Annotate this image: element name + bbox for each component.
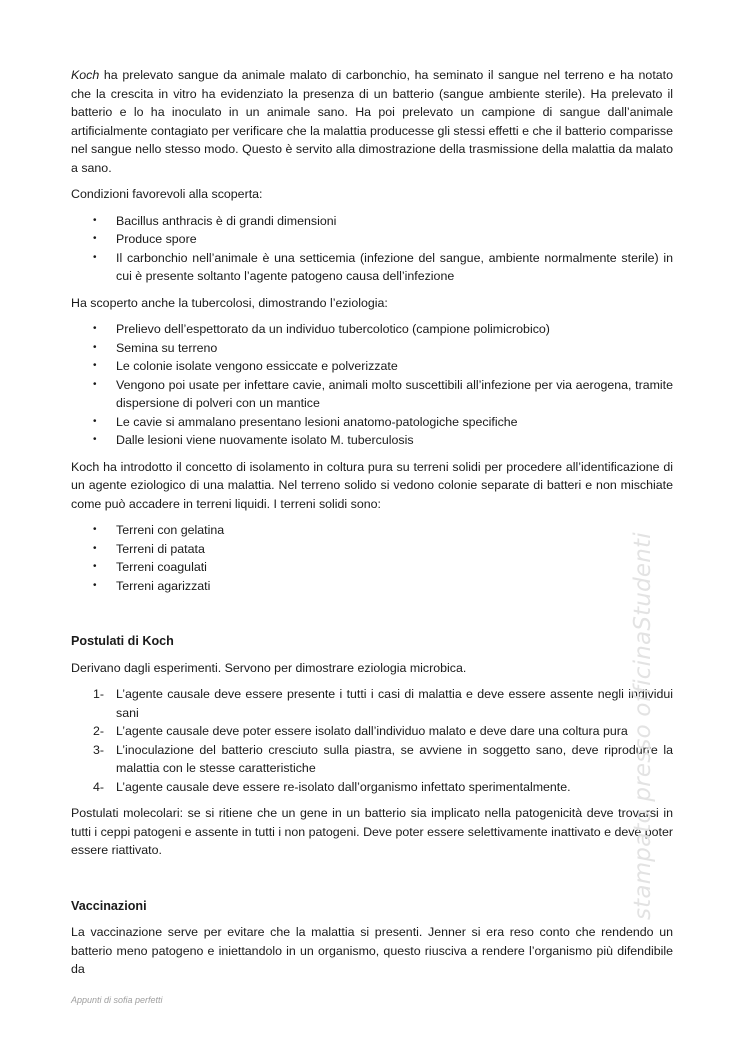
- bullet-icon: •: [93, 323, 97, 334]
- solid-media-list: [71, 521, 673, 595]
- list-number: 2-: [93, 724, 105, 738]
- bullet-icon: •: [93, 251, 97, 263]
- watermark: [630, 532, 662, 920]
- list-item: • Dalle lesioni viene nuovamente isolato M. tuberculosis: [71, 431, 673, 450]
- intro-text: ha prelevato sangue da animale malato di carbonchio, ha seminato il sangue nel terreno e ha notato che la crescita in vitro ha evidenziato la presenza di un batterio (sangue ambiente sterile). Ha prelevato il batterio e lo ha inoculato in un animale sano. Ha poi prelevato un campione di sangue dall’animale artificialmente contagiato per verificare che la malattia producesse gli stessi effetti e che il batterio comparisse nel sangue nello stesso modo. Questo è servito alla dimostrazione della trasmissione della malattia da malato a sano.: [71, 68, 673, 175]
- intro-lead-word: Koch: [71, 68, 100, 82]
- list-item: • Terreni agarizzati: [71, 577, 673, 596]
- conditions-title: Condizioni favorevoli alla scoperta:: [71, 187, 263, 201]
- list-item: • Terreni coagulati: [71, 558, 673, 577]
- bullet-icon: •: [93, 415, 97, 427]
- bullet-icon: •: [93, 561, 97, 572]
- list-item: 2- L’agente causale deve poter essere isolato dall’individuo malato e deve dare una coltura pura: [71, 722, 673, 741]
- list-item: • Bacillus anthracis è di grandi dimensioni: [71, 212, 673, 231]
- postulates-intro: Derivano dagli esperimenti. Servono per dimostrare eziologia microbica.: [71, 660, 467, 675]
- bullet-icon: •: [93, 378, 97, 390]
- bullet-icon: •: [93, 233, 97, 244]
- bullet-icon: •: [93, 542, 97, 554]
- bullet-icon: •: [93, 214, 97, 226]
- vaccinations-heading: Vaccinazioni: [71, 898, 147, 913]
- list-item: • Le cavie si ammalano presentano lesioni anatomo-patologiche specifiche: [71, 413, 673, 432]
- bullet-icon: •: [93, 341, 97, 353]
- list-number: 4-: [93, 779, 105, 794]
- list-item: • Vengono poi usate per infettare cavie, animali molto suscettibili all’infezione per via aerogena, tramite dispersione di polveri con un mantice: [93, 377, 673, 410]
- intro-paragraph: [71, 66, 673, 177]
- list-item: • Prelievo dell’espettorato da un individuo tubercolotico (campione polimicrobico): [71, 320, 673, 339]
- list-number: 3-: [93, 742, 105, 757]
- list-item: 3- L’inoculazione del batterio cresciuto sulla piastra, se avviene in soggetto sano, deve riprodurre la malattia con le stesse caratteristiche: [93, 742, 673, 775]
- list-item: • Semina su terreno: [71, 339, 673, 358]
- conditions-list: [71, 212, 673, 286]
- bullet-icon: •: [93, 524, 97, 535]
- list-item: • Terreni con gelatina: [71, 521, 673, 540]
- molecular-postulates: Postulati molecolari: se si ritiene che un gene in un batterio sia implicato nella patogenicità deve trovarsi in tutti i ceppi patogeni e assente in tutti i non patogeni. Deve poter essere selettivamente inattivato e deve poter essere riattivato.: [71, 806, 674, 857]
- postulates-list: [71, 685, 673, 796]
- list-item: • Produce spore: [71, 230, 673, 249]
- vaccinations-paragraph: La vaccinazione serve per evitare che la malattia si presenti. Jenner si era reso conto che rendendo un batterio meno patogeno e iniettandolo in un organismo, questo riusciva a rendere l’organismo più difendibile da: [71, 925, 673, 976]
- list-item: • Terreni di patata: [71, 540, 673, 559]
- bullet-icon: •: [93, 360, 97, 371]
- tuberculosis-list: [71, 320, 673, 450]
- section-spacer: [71, 603, 673, 632]
- list-item: • Le colonie isolate vengono essiccate e polverizzate: [71, 357, 673, 376]
- bullet-icon: •: [93, 579, 97, 591]
- section-spacer: [71, 868, 673, 897]
- list-number: 1-: [93, 687, 105, 701]
- page-footer: Appunti di sofia perfetti: [71, 995, 163, 1005]
- list-item: 1- L’agente causale deve essere presente i tutti i casi di malattia e deve essere assente negli individui sani: [93, 687, 673, 720]
- list-item: 4- L’agente causale deve essere re-isolato dall’organismo infettato sperimentalmente.: [71, 778, 673, 797]
- tuberculosis-title: Ha scoperto anche la tubercolosi, dimostrando l’eziologia:: [71, 295, 388, 310]
- document-body: [71, 66, 673, 987]
- bullet-icon: •: [93, 434, 97, 445]
- postulates-heading: Postulati di Koch: [71, 634, 174, 648]
- watermark-text: stampato presso officinaStudenti: [630, 532, 656, 920]
- isolation-paragraph: Koch ha introdotto il concetto di isolamento in coltura pura su terreni solidi per procedere all’identificazione di un agente eziologico di una malattia. Nel terreno solido si vedono colonie separate di batteri e non mischiate come può accadere in terreni liquidi. I terreni solidi sono:: [71, 459, 673, 511]
- list-item: • Il carbonchio nell’animale è una setticemia (infezione del sangue, ambiente normalmente sterile) in cui è presente soltanto l’agente patogeno causa dell’infezione: [93, 250, 673, 283]
